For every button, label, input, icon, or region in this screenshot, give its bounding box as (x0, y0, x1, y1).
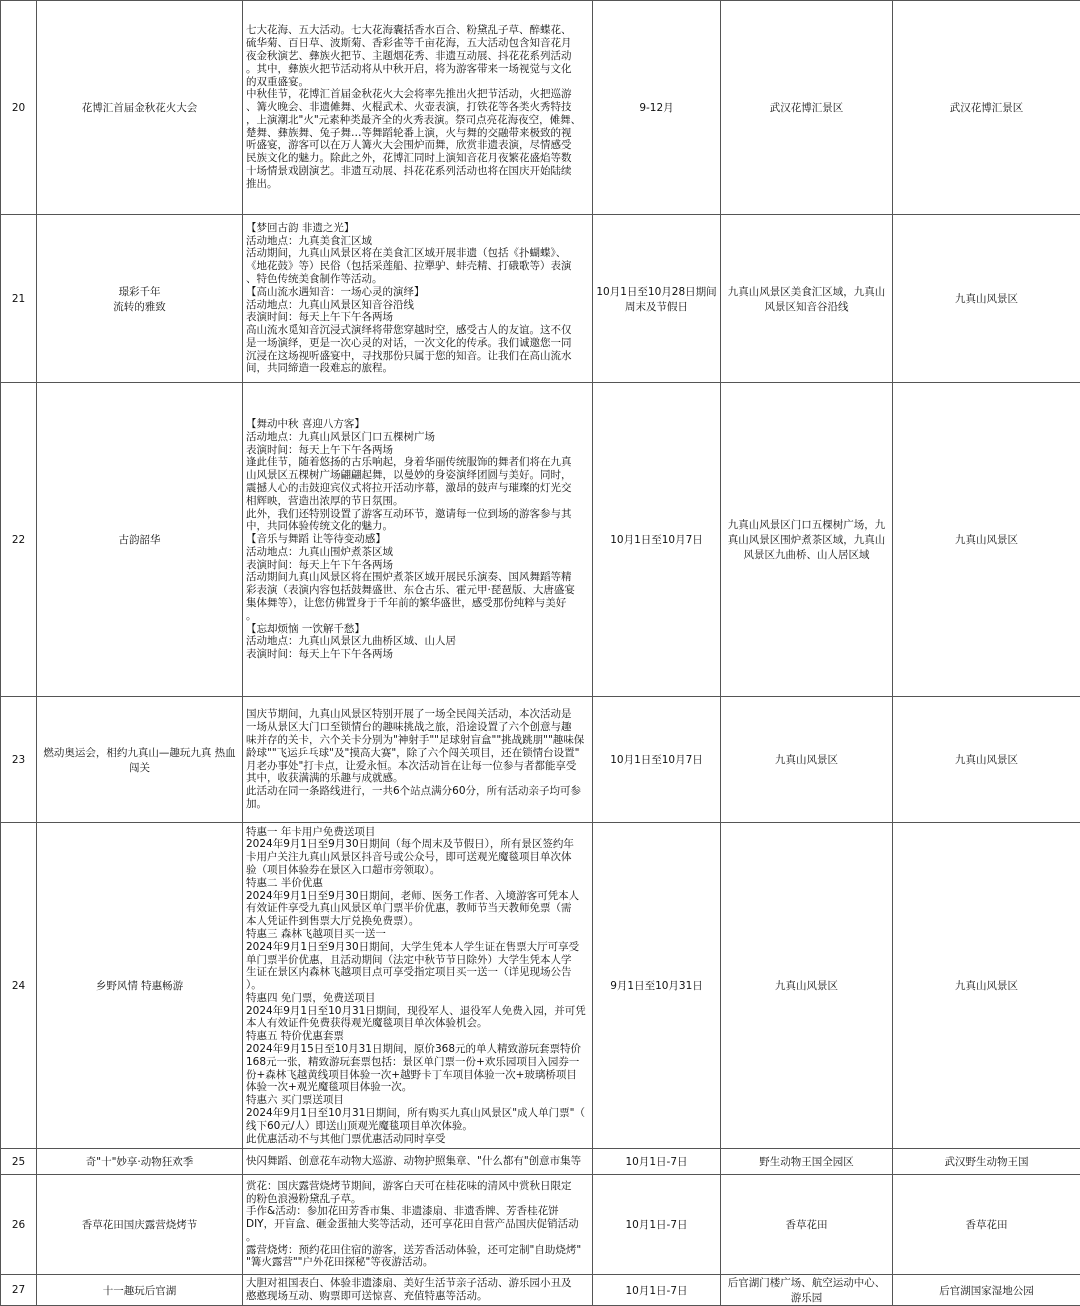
activity-name: 古韵韶华 (37, 383, 243, 697)
activity-time: 10月1日至10月7日 (593, 697, 721, 823)
description-line: 中，共同体验传统文化的魅力。 (246, 520, 589, 533)
description-line: 大胆对祖国表白、体验非遗漆扇、美好生活节亲子活动、游乐园小丑及 (246, 1277, 589, 1290)
description-line: 线下60元/人）即送山顶观光魔毯项目单次体验。 (246, 1120, 589, 1133)
description-line: ，上演潮北"火"元素种类最齐全的火秀表演。祭司点亮花海夜空，傩舞、 (246, 114, 589, 127)
organizer: 后官湖国家湿地公园 (893, 1275, 1080, 1306)
row-number: 22 (1, 383, 37, 697)
activity-description (243, 1175, 593, 1275)
description-line: "篝火露营""户外花田探秘"等夜游活动。 (246, 1256, 589, 1269)
description-line: 硫华菊、百日草、波斯菊、香彩雀等千亩花海，五大活动包含知音花月 (246, 37, 589, 50)
description-line: 【舞动中秋 喜迎八方客】 (246, 418, 589, 431)
activity-description (243, 215, 593, 383)
description-line: 168元一张，精致游玩套票包括：景区单门票一份+欢乐园项目入园券一 (246, 1056, 589, 1069)
description-line: 表演时间：每天上午下午各两场 (246, 311, 589, 324)
table-body (1, 1, 1080, 1306)
description-line: 活动地点：九真山风景区九曲桥区域、山人居 (246, 635, 589, 648)
description-line: 七大花海、五大活动。七大花海囊括香水百合、粉黛乱子草、醉蝶花、 (246, 24, 589, 37)
activity-time: 9月1日至10月31日 (593, 823, 721, 1149)
description-line: 份+森林飞越黄线项目体验一次+越野卡丁车项目体验一次+玻璃桥项目 (246, 1069, 589, 1082)
table-row (1, 383, 1080, 697)
description-line: 表演时间：每天上午下午各两场 (246, 444, 589, 457)
activity-description (243, 1149, 593, 1175)
activity-time: 9-12月 (593, 1, 721, 215)
description-line: 单门票半价优惠，且活动期间（法定中秋节节日除外）大学生凭本人学 (246, 954, 589, 967)
table-row (1, 1, 1080, 215)
description-line: 【梦回古韵 非遗之光】 (246, 222, 589, 235)
description-line: 是一场演绎，更是一次心灵的对话，一次文化的传承。我们诚邀您一同 (246, 337, 589, 350)
activity-time: 10月1日至10月28日期间 周末及节假日 (593, 215, 721, 383)
description-line: 推出。 (246, 178, 589, 191)
activity-description (243, 1, 593, 215)
description-line: 活动地点：九真山围炉煮茶区域 (246, 546, 589, 559)
description-line: 表演时间：每天上午下午各两场 (246, 648, 589, 661)
description-line: 露营烧烤：预约花田住宿的游客，送芳香活动体验，还可定制"自助烧烤" (246, 1244, 589, 1257)
description-line: 验（项目体验券在景区入口超市旁领取）。 (246, 864, 589, 877)
table-row (1, 1175, 1080, 1275)
row-number: 27 (1, 1275, 37, 1306)
activity-description (243, 383, 593, 697)
activity-description (243, 697, 593, 823)
activity-place: 武汉花博汇景区 (721, 1, 893, 215)
activity-place: 九真山风景区 (721, 697, 893, 823)
activity-description (243, 823, 593, 1149)
description-line: 其中，收获满满的乐趣与成就感。 (246, 772, 589, 785)
activity-name: 燃动奥运会，相约九真山—趣玩九真 热血 闯关 (37, 697, 243, 823)
description-line: DIY，开盲盒、砸金蛋抽大奖等活动，还可享花田自营产品国庆促销活动 (246, 1218, 589, 1231)
organizer: 九真山风景区 (893, 215, 1080, 383)
description-line: 此活动在同一条路线进行，一共6个站点满分60分，所有活动亲子均可参 (246, 785, 589, 798)
row-number: 23 (1, 697, 37, 823)
description-line: 加。 (246, 798, 589, 811)
description-line: 集体舞等），让您仿佛置身于千年前的繁华盛世，感受那份纯粹与美好 (246, 597, 589, 610)
activity-place: 九真山风景区门口五棵树广场，九 真山风景区围炉煮茶区域，九真山 风景区九曲桥、山人居区域 (721, 383, 893, 697)
description-line: 此优惠活动不与其他门票优惠活动同时享受 (246, 1133, 589, 1146)
description-line: 的粉色浪漫粉黛乱子草。 (246, 1193, 589, 1206)
description-line: 听盛宴，游客可以在万人篝火大会围炉而舞，欣赏非遗表演，尽情感受 (246, 139, 589, 152)
description-line: 本人凭证件到售票大厅兑换免费票）。 (246, 915, 589, 928)
activity-time: 10月1日-7日 (593, 1175, 721, 1275)
row-number: 26 (1, 1175, 37, 1275)
row-number: 25 (1, 1149, 37, 1175)
description-line: 赏花：国庆露营烧烤节期间，游客白天可在桂花味的清风中赏秋日限定 (246, 1180, 589, 1193)
table-row (1, 1149, 1080, 1175)
description-line: 一场从景区大门口至锁情台的趣味挑战之旅，沿途设置了六个创意与趣 (246, 721, 589, 734)
description-line: 彩表演（表演内容包括鼓舞盛世、东仓古乐、霍元甲·琵琶版、大唐盛宴 (246, 584, 589, 597)
table-row (1, 823, 1080, 1149)
description-line: 特惠二 半价优惠 (246, 877, 589, 890)
description-line: 【高山流水遇知音：一场心灵的演绎】 (246, 286, 589, 299)
description-line: 震撼人心的击鼓迎宾仪式将拉开活动序幕，激昂的鼓声与璀璨的灯光交 (246, 482, 589, 495)
description-line: 逢此佳节，随着悠扬的古乐响起，身着华丽传统服饰的舞者们将在九真 (246, 456, 589, 469)
description-line: 憨憨现场互动、购票即可送惊喜、充值特惠等活动。 (246, 1290, 589, 1303)
activity-place: 九真山风景区 (721, 823, 893, 1149)
organizer: 武汉花博汇景区 (893, 1, 1080, 215)
description-line: 表演时间：每天上午下午各两场 (246, 559, 589, 572)
description-line: 特惠五 特价优惠套票 (246, 1030, 589, 1043)
activity-place: 九真山风景区美食汇区域，九真山 风景区知音谷沿线 (721, 215, 893, 383)
description-line: 此外，我们还特别设置了游客互动环节，邀请每一位到场的游客参与其 (246, 508, 589, 521)
description-line: 快闪舞蹈、创意花车动物大巡游、动物护照集章、"什么都有"创意市集等 (246, 1155, 589, 1168)
activity-time: 10月1日至10月7日 (593, 383, 721, 697)
description-line: 的双重盛宴。 (246, 76, 589, 89)
description-line: 月老办事处"打卡点，让爱永恒。本次活动旨在让每一位参与者都能享受 (246, 760, 589, 773)
description-line: 体验一次+观光魔毯项目体验一次。 (246, 1081, 589, 1094)
activity-place: 野生动物王国全园区 (721, 1149, 893, 1175)
description-line: 龄球""飞运乒乓球"及"摸高大赛"，除了六个闯关项目，还在锁情台设置" (246, 747, 589, 760)
row-number: 20 (1, 1, 37, 215)
description-line: 2024年9月1日至9月30日期间，老师、医务工作者、入境游客可凭本人 (246, 890, 589, 903)
description-line: 中秋佳节，花博汇首届金秋花火大会将率先推出火把节活动，火把巡游 (246, 88, 589, 101)
description-line: 十场情景戏剧演艺。非遗互动展、抖花花系列活动也将在国庆开始陆续 (246, 165, 589, 178)
row-number: 21 (1, 215, 37, 383)
description-line: 【忘却烦恼 一饮解千愁】 (246, 623, 589, 636)
description-line: 手作&活动：参加花田芳香市集、非遗漆扇、非遗香牌、芳香桂花饼 (246, 1205, 589, 1218)
description-line: 山风景区五棵树广场翩翩起舞，以曼妙的身姿演绎团圆与美好。同时， (246, 469, 589, 482)
description-line: 味并存的关卡，六个关卡分别为"神射手""足球射盲盒""挑战跳朋""趣味保 (246, 734, 589, 747)
description-line: 沉浸在这场视听盛宴中，寻找那份只属于您的知音。让我们在高山流水 (246, 350, 589, 363)
activity-name: 香草花田国庆露营烧烤节 (37, 1175, 243, 1275)
activity-place: 后官湖门楼广场、航空运动中心、 游乐园 (721, 1275, 893, 1306)
description-line: 2024年9月1日至10月31日期间，所有购买九真山风景区"成人单门票"（ (246, 1107, 589, 1120)
description-line: 特惠四 免门票，免费送项目 (246, 992, 589, 1005)
description-line: 间，共同缔造一段难忘的旅程。 (246, 362, 589, 375)
activity-name: 璟彩千年 流转的雅致 (37, 215, 243, 383)
activity-time: 10月1日-7日 (593, 1149, 721, 1175)
description-line: 活动地点：九真山风景区门口五棵树广场 (246, 431, 589, 444)
description-line: 特惠一 年卡用户免费送项目 (246, 826, 589, 839)
description-line: 特惠三 森林飞越项目买一送一 (246, 928, 589, 941)
description-line: 。其中，彝族火把节活动将从中秋开启，将为游客带来一场视觉与文化 (246, 63, 589, 76)
description-line: 夜金秋演艺、彝族火把节、主题烟花秀、非遗互动展、抖花花系列活动 (246, 50, 589, 63)
description-line: 特惠六 买门票送项目 (246, 1094, 589, 1107)
organizer: 九真山风景区 (893, 383, 1080, 697)
description-line: 卡用户关注九真山风景区抖音号或公众号，即可送观光魔毯项目单次体 (246, 851, 589, 864)
table-row (1, 215, 1080, 383)
organizer: 九真山风景区 (893, 697, 1080, 823)
activity-name: 乡野风情 特惠畅游 (37, 823, 243, 1149)
description-line: 。 (246, 610, 589, 623)
description-line: 、篝火晚会、非遗傩舞、火棍武术、火壶表演，打铁花等各类火秀特技 (246, 101, 589, 114)
activity-name: 奇"十"妙享·动物狂欢季 (37, 1149, 243, 1175)
description-line: 2024年9月1日至10月31日期间，现役军人、退役军人免费入园，并可凭 (246, 1005, 589, 1018)
description-line: 相辉映，营造出浓厚的节日氛围。 (246, 495, 589, 508)
organizer: 九真山风景区 (893, 823, 1080, 1149)
description-line: 2024年9月15日至10月31日期间，原价368元的单人精致游玩套票特价 (246, 1043, 589, 1056)
table-row (1, 697, 1080, 823)
organizer: 香草花田 (893, 1175, 1080, 1275)
activity-name: 花博汇首届金秋花火大会 (37, 1, 243, 215)
description-line: 活动地点：九真山风景区知音谷沿线 (246, 299, 589, 312)
activity-time: 10月1日-7日 (593, 1275, 721, 1306)
description-line: 有效证件享受九真山风景区单门票半价优惠，教师节当天教师免票（需 (246, 902, 589, 915)
description-line: 活动地点：九真美食汇区域 (246, 235, 589, 248)
row-number: 24 (1, 823, 37, 1149)
description-line: 2024年9月1日至9月30日期间（每个周末及节假日），所有景区签约年 (246, 838, 589, 851)
description-line: 2024年9月1日至9月30日期间，大学生凭本人学生证在售票大厅可享受 (246, 941, 589, 954)
description-line: 本人有效证件免费获得观光魔毯项目单次体验机会。 (246, 1017, 589, 1030)
description-line: ）。 (246, 979, 589, 992)
description-line: 国庆节期间，九真山风景区特别开展了一场全民闯关活动，本次活动是 (246, 708, 589, 721)
description-line: 《地花鼓》等）民俗（包括采莲船、拉犟驴、蚌壳精、打硪歌等）表演 (246, 260, 589, 273)
description-line: 【音乐与舞蹈 让等待变动感】 (246, 533, 589, 546)
description-line: 民族文化的魅力。除此之外，花博汇同时上演知音花月夜繁花盛焰等数 (246, 152, 589, 165)
description-line: 高山流水觅知音沉浸式演绎将带您穿越时空，感受古人的友谊。这不仅 (246, 324, 589, 337)
activity-name: 十一趣玩后官湖 (37, 1275, 243, 1306)
description-line: 、特色传统美食制作等活动。 (246, 273, 589, 286)
description-line: 楚舞、彝族舞、兔子舞…等舞蹈轮番上演，火与舞的交融带来极致的视 (246, 127, 589, 140)
description-line: 活动期间，九真山风景区将在美食汇区域开展非遗（包括《扑蝴蝶》、 (246, 247, 589, 260)
description-line: 生证在景区内森林飞越项目点可享受指定项目买一送一（详见现场公告 (246, 966, 589, 979)
description-line: 活动期间九真山风景区将在围炉煮茶区域开展民乐演奏、国风舞蹈等精 (246, 571, 589, 584)
activity-place: 香草花田 (721, 1175, 893, 1275)
description-line: 。 (246, 1231, 589, 1244)
organizer: 武汉野生动物王国 (893, 1149, 1080, 1175)
